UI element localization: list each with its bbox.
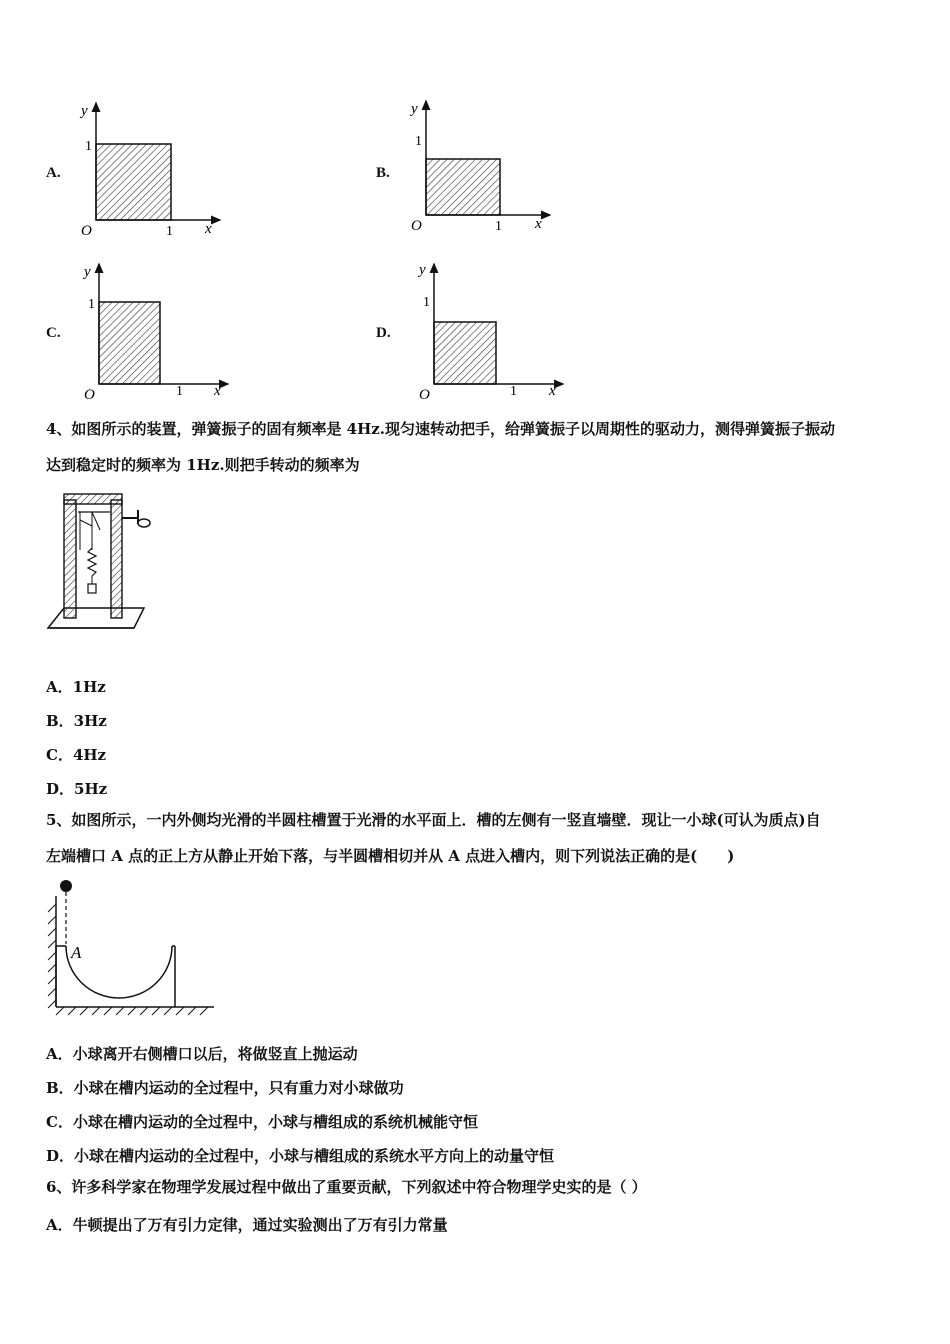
y-tick-1: 1	[88, 297, 95, 312]
q4-option-c[interactable]: C．4Hz	[46, 746, 107, 764]
q5-option-b[interactable]: B．小球在槽内运动的全过程中，只有重力对小球做功	[46, 1079, 404, 1097]
y-axis-label: y	[84, 264, 91, 280]
origin-label: O	[84, 387, 95, 403]
x-tick-1: 1	[176, 384, 183, 399]
x-axis-label: x	[535, 216, 542, 232]
q4-option-a[interactable]: A．1Hz	[46, 678, 106, 696]
half-cylinder-groove-figure	[44, 876, 219, 1021]
q4-option-d[interactable]: D．5Hz	[46, 780, 108, 798]
y-axis-label: y	[411, 101, 418, 117]
option-a-graph	[75, 95, 235, 240]
x-tick-1: 1	[510, 384, 517, 399]
y-tick-1: 1	[423, 295, 430, 310]
option-b-label: B.	[376, 165, 390, 181]
origin-label: O	[411, 218, 422, 234]
y-axis-label: y	[419, 262, 426, 278]
q4-text-line1: 4、如图所示的装置，弹簧振子的固有频率是 4Hz.现匀速转动把手，给弹簧振子以周期性的驱动力，测得弹簧振子振动	[46, 420, 836, 438]
ball	[60, 880, 72, 892]
x-axis-label: x	[205, 221, 212, 237]
option-b-graph	[405, 95, 565, 240]
option-c-graph	[78, 258, 238, 403]
q5-text-line2: 左端槽口 A 点的正上方从静止开始下落，与半圆槽相切并从 A 点进入槽内，则下列说法正确的是( )	[46, 847, 735, 865]
q5-option-c[interactable]: C．小球在槽内运动的全过程中，小球与槽组成的系统机械能守恒	[46, 1113, 478, 1131]
y-tick-1: 1	[85, 139, 92, 154]
q5-text-line1: 5、如图所示，一内外侧均光滑的半圆柱槽置于光滑的水平面上．槽的左侧有一竖直墙壁．现让一小球(可认为质点)自	[46, 811, 821, 829]
y-axis-label: y	[81, 103, 88, 119]
q4-text-line2: 达到稳定时的频率为 1Hz.则把手转动的频率为	[46, 456, 360, 474]
spring-oscillator-figure	[44, 490, 162, 635]
q4-option-b[interactable]: B．3Hz	[46, 712, 107, 730]
origin-label: O	[419, 387, 430, 403]
q5-option-a[interactable]: A．小球离开右侧槽口以后，将做竖直上抛运动	[46, 1045, 358, 1063]
q6-text-line1: 6、许多科学家在物理学发展过程中做出了重要贡献，下列叙述中符合物理学史实的是（ ）	[46, 1178, 647, 1196]
option-a-label: A.	[46, 165, 61, 181]
x-tick-1: 1	[495, 219, 502, 234]
q5-option-d[interactable]: D．小球在槽内运动的全过程中，小球与槽组成的系统水平方向上的动量守恒	[46, 1147, 555, 1165]
option-c-label: C.	[46, 325, 61, 341]
point-a-label: A	[71, 943, 82, 962]
option-d-graph	[413, 258, 573, 403]
origin-label: O	[81, 223, 92, 239]
q6-option-a[interactable]: A．牛顿提出了万有引力定律，通过实验测出了万有引力常量	[46, 1216, 448, 1234]
x-tick-1: 1	[166, 224, 173, 239]
option-d-label: D.	[376, 325, 391, 341]
x-axis-label: x	[549, 383, 556, 399]
y-tick-1: 1	[415, 134, 422, 149]
x-axis-label: x	[214, 383, 221, 399]
